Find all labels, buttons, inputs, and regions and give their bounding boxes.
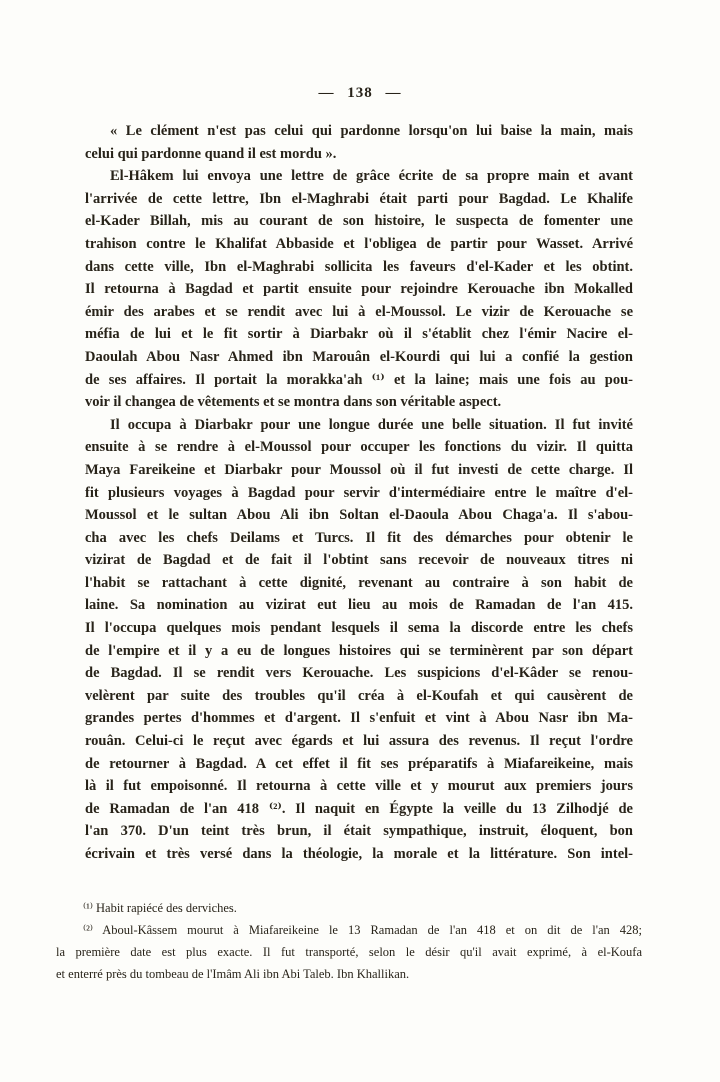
text-line: la première date est plus exacte. Il fut transporté, selon le désir qu'il avait exprimé, à el-Koufa xyxy=(56,945,642,959)
text-line: voir il changea de vêtements et se montra dans son véritable aspect. xyxy=(85,394,502,411)
text-line: « Le clément n'est pas celui qui pardonne lorsqu'on lui baise la main, mais xyxy=(110,123,633,139)
text-line: Il occupa à Diarbakr pour une longue durée une belle situation. Il fut invité xyxy=(110,416,633,433)
text-line: et enterré près du tombeau de l'Imâm Ali ibn Abi Taleb. Ibn Khallikan. xyxy=(56,967,410,981)
footnote xyxy=(56,897,642,919)
text-line: Daoulah Abou Nasr Ahmed ibn Marouân el-Kourdi qui lui a confié la gestion xyxy=(85,348,633,365)
paragraph xyxy=(85,165,633,414)
text-line: Moussol et le sultan Abou Ali ibn Soltan el-Daoula Abou Chaga'a. Il s'abou- xyxy=(85,507,633,524)
text-line: l'an 370. D'un teint très brun, il était sympathique, instruit, éloquent, bon xyxy=(85,823,633,840)
text-line: cha avec les chefs Deilams et Turcs. Il fit des démarches pour obtenir le xyxy=(85,529,633,546)
text-line: là il fut empoisonné. Il retourna à cette ville et y mourut aux premiers jours xyxy=(85,778,633,795)
footnotes xyxy=(56,897,642,985)
text-line: écrivain et très versé dans la théologie, la morale et la littérature. Son intel- xyxy=(85,846,633,862)
paragraph xyxy=(85,414,633,866)
page-number-header: — 138 — xyxy=(318,85,402,101)
text-line: ensuite à se rendre à el-Moussol pour occuper les fonctions du vizir. Il quitta xyxy=(85,439,633,456)
text-line: Maya Fareikeine et Diarbakr pour Moussol où il fut investi de cette charge. Il xyxy=(85,461,633,478)
text-line: Il l'occupa quelques mois pendant lesquels il sema la discorde entre les chefs xyxy=(85,620,633,637)
text-line: ⁽²⁾ Aboul-Kâssem mourut à Miafareikeine le 13 Ramadan de l'an 418 et on dit de l'an 428; xyxy=(83,923,642,937)
paragraph xyxy=(85,120,633,165)
text-line: el-Kader Billah, mis au courant de son histoire, le suspecta de fomenter une xyxy=(85,213,633,230)
text-line: ⁽¹⁾ Habit rapiécé des derviches. xyxy=(83,901,237,915)
text-line: de retourner à Bagdad. A cet effet il fit ses préparatifs à Miafareikeine, mais xyxy=(85,755,633,772)
text-line: de Bagdad. Il se rendit vers Kerouache. Les suspicions d'el-Kâder se renou- xyxy=(85,665,633,682)
text-line: dans cette ville, Ibn el-Maghrabi sollicita les faveurs d'el-Kader et les obtint. xyxy=(85,258,633,275)
text-line: Il retourna à Bagdad et partit ensuite pour rejoindre Kerouache ibn Mokalled xyxy=(85,281,633,298)
text-line: émir des arabes et se rendit avec lui à el-Moussol. Le vizir de Kerouache se xyxy=(85,303,633,320)
text-line: de l'empire et il y a eu de longues histoires qui se terminèrent par son départ xyxy=(85,642,633,659)
text-line: de Ramadan de l'an 418 ⁽²⁾. Il naquit en Égypte la veille du 13 Zilhodjé de xyxy=(85,800,633,817)
text-line: velèrent par suite des troubles qu'il créa à el-Koufah et qui causèrent de xyxy=(85,687,633,704)
body-text xyxy=(85,120,633,866)
text-line: trahison contre le Khalifat Abbaside et l'obligea de partir pour Wasset. Arrivé xyxy=(85,235,633,252)
text-line: rouân. Celui-ci le reçut avec égards et lui assura des revenus. Il reçut l'ordre xyxy=(85,733,633,750)
text-line: celui qui pardonne quand il est mordu ». xyxy=(85,145,337,162)
text-line: méfia de lui et le fit sortir à Diarbakr où il s'établit chez l'émir Nacire el- xyxy=(85,326,633,343)
text-line: vizirat de Bagdad et de fait il l'obtint sans recevoir de nouveaux titres ni xyxy=(85,552,633,569)
text-line: de ses affaires. Il portait la morakka'ah ⁽¹⁾ et la laine; mais une fois au pou- xyxy=(85,371,633,388)
text-line: El-Hâkem lui envoya une lettre de grâce écrite de sa propre main et avant xyxy=(110,168,633,185)
footnote xyxy=(56,919,642,985)
text-line: l'habit se rattachant à cette dignité, revenant au contraire à son habit de xyxy=(85,574,633,591)
text-line: laine. Sa nomination au vizirat eut lieu au mois de Ramadan de l'an 415. xyxy=(85,597,633,614)
text-line: fit plusieurs voyages à Bagdad pour servir d'intermédiaire entre le maître d'el- xyxy=(85,484,633,501)
text-line: l'arrivée de cette lettre, Ibn el-Maghrabi était parti pour Bagdad. Le Khalife xyxy=(85,190,633,207)
text-line: grandes pertes d'hommes et d'argent. Il s'enfuit et vint à Abou Nasr ibn Ma- xyxy=(85,710,633,727)
